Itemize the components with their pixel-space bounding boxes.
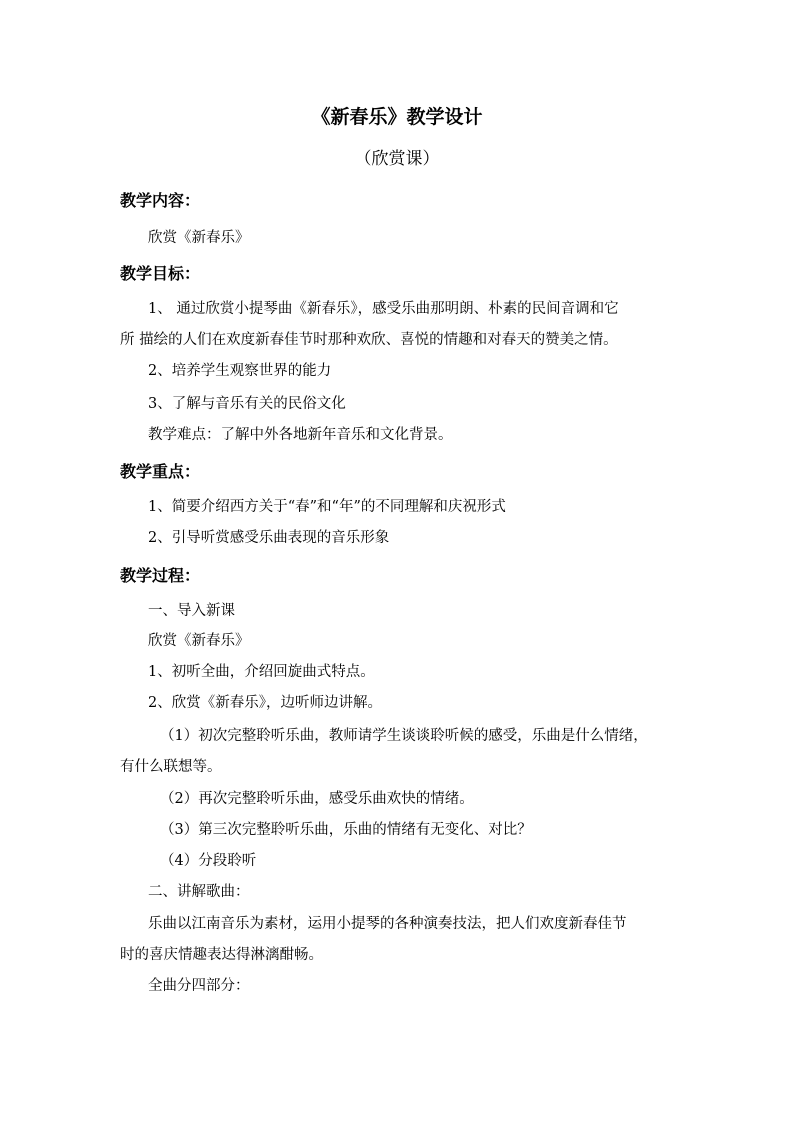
section-heading-goals: 教学目标：	[120, 264, 201, 283]
goal-item-1-line-1: 1、 通过欣赏小提琴曲《新春乐》，感受乐曲那明朗、朴素的民间音调和它	[148, 301, 619, 317]
process-step-1: 一、导入新课	[148, 603, 235, 619]
section-heading-content: 教学内容：	[120, 191, 201, 210]
sub-step-3: （3）第三次完整聆听乐曲，乐曲的情绪有无变化、对比？	[160, 822, 532, 838]
section-heading-keypoints: 教学重点：	[120, 462, 201, 481]
sub-step-1-line-2: 有什么联想等。	[120, 759, 222, 775]
process-appreciate: 欣赏《新春乐》	[148, 633, 250, 649]
description-line-2: 时的喜庆情趣表达得淋漓酣畅。	[120, 947, 323, 963]
description-line-1: 乐曲以江南音乐为素材，运用小提琴的各种演奏技法，把人们欢度新春佳节	[148, 916, 627, 932]
keypoint-item-1: 1、简要介绍西方关于“春”和“年”的不同理解和庆祝形式	[148, 499, 506, 515]
parts-intro: 全曲分四部分：	[148, 978, 250, 994]
content-line: 欣赏《新春乐》	[148, 230, 250, 246]
sub-step-4: （4）分段聆听	[160, 853, 257, 869]
sub-step-1-line-1: （1）初次完整聆听乐曲，教师请学生谈谈聆听候的感受，乐曲是什么情绪，	[160, 728, 648, 744]
goal-item-3: 3、了解与音乐有关的民俗文化	[148, 396, 346, 412]
sub-step-2: （2）再次完整聆听乐曲，感受乐曲欢快的情绪。	[160, 791, 474, 807]
document-title: 《新春乐》教学设计	[311, 106, 483, 128]
goal-item-1-line-2: 所 描绘的人们在欢度新春佳节时那种欢欣、喜悦的情趣和对春天的赞美之情。	[120, 332, 618, 348]
keypoint-item-2: 2、引导听赏感受乐曲表现的音乐形象	[148, 530, 390, 546]
process-step-2: 二、讲解歌曲：	[148, 884, 250, 900]
goal-item-2: 2、培养学生观察世界的能力	[148, 363, 332, 379]
document-subtitle: （欣赏课）	[354, 149, 440, 169]
process-point-1: 1、初听全曲，介绍回旋曲式特点。	[148, 664, 375, 680]
section-heading-process: 教学过程：	[120, 566, 201, 585]
teaching-difficulty: 教学难点：了解中外各地新年音乐和文化背景。	[148, 427, 453, 443]
process-point-2: 2、欣赏《新春乐》，边听师边讲解。	[148, 695, 382, 711]
